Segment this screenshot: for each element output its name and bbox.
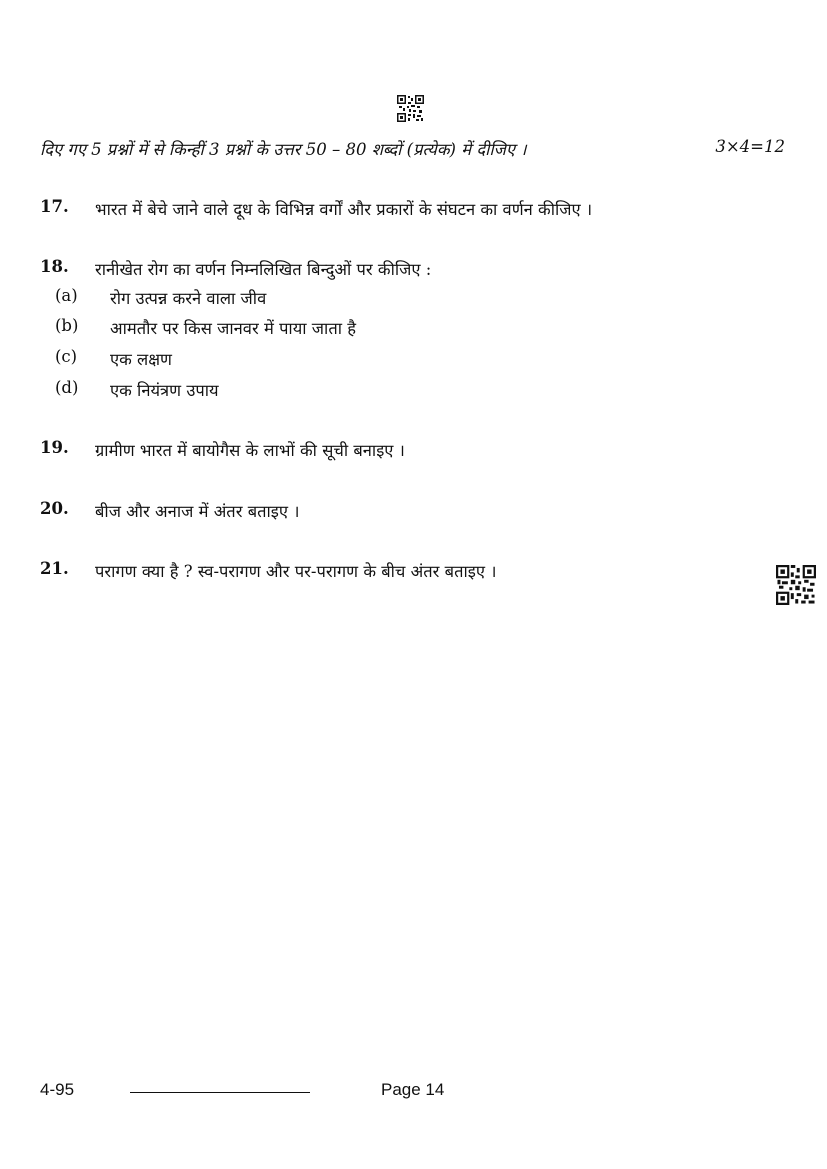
subpart-label: (a) — [55, 286, 78, 305]
subpart-label: (d) — [55, 378, 79, 397]
subpart-text: एक नियंत्रण उपाय — [110, 381, 219, 400]
question-number: 18. — [40, 257, 69, 276]
qr-code-icon — [776, 565, 816, 605]
question-text: भारत में बेचे जाने वाले दूध के विभिन्न वर्गों और प्रकारों के संघटन का वर्णन कीजिए । — [95, 200, 593, 219]
footer-divider — [130, 1092, 310, 1093]
paper-code: 4-95 — [40, 1080, 75, 1099]
qr-code-icon — [397, 95, 424, 122]
question-number: 19. — [40, 438, 69, 457]
subpart-text: एक लक्षण — [110, 350, 172, 369]
page-number: Page 14 — [381, 1080, 445, 1099]
subpart-text: रोग उत्पन्न करने वाला जीव — [110, 289, 267, 308]
question-text: बीज और अनाज में अंतर बताइए । — [95, 502, 300, 521]
question-text: ग्रामीण भारत में बायोगैस के लाभों की सूची बनाइए । — [95, 441, 405, 460]
marks-allocation: 3×4=12 — [715, 137, 785, 156]
section-instruction — [40, 137, 785, 161]
question-number: 21. — [40, 559, 69, 578]
question-number: 20. — [40, 499, 69, 518]
instruction-text: दिए गए 5 प्रश्नों में से किन्हीं 3 प्रश्नों के उत्तर 50 – 80 शब्दों (प्रत्येक) में दीजिए । — [40, 140, 527, 159]
subpart-text: आमतौर पर किस जानवर में पाया जाता है — [110, 319, 357, 338]
question-number: 17. — [40, 197, 69, 216]
page-footer — [0, 1080, 827, 1104]
subpart-label: (b) — [55, 316, 79, 335]
subpart-label: (c) — [55, 347, 78, 366]
question-text: परागण क्या है ? स्व-परागण और पर-परागण के बीच अंतर बताइए । — [95, 562, 497, 581]
question-text: रानीखेत रोग का वर्णन निम्नलिखित बिन्दुओं पर कीजिए : — [95, 260, 432, 279]
